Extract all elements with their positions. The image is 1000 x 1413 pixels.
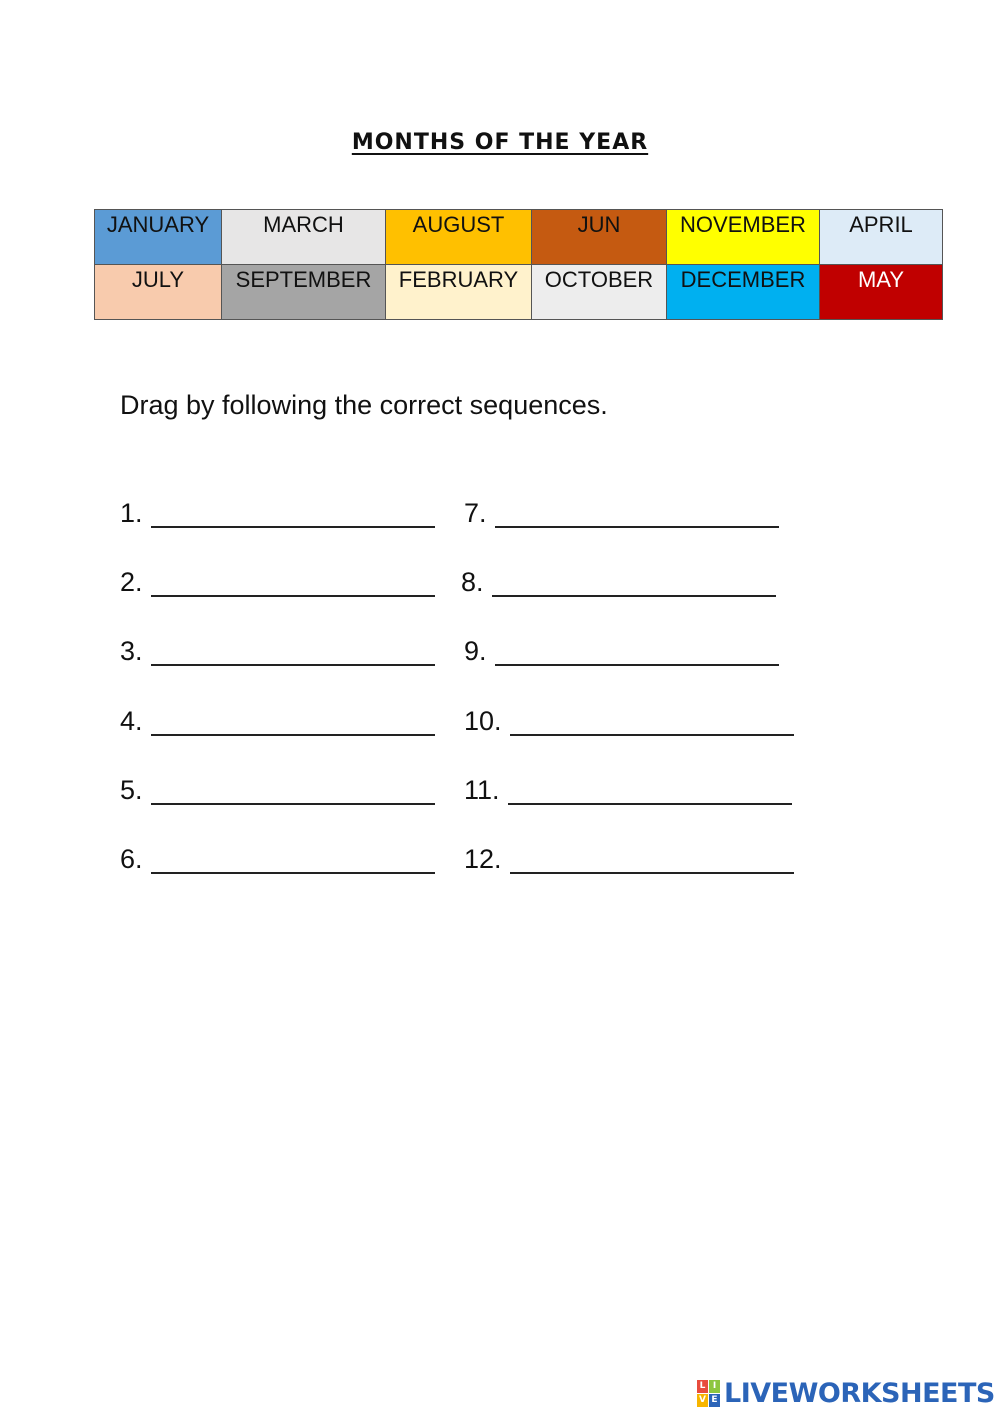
answer-slot xyxy=(464,706,794,736)
logo-mark-tile: V xyxy=(697,1394,708,1407)
slot-number: 5. xyxy=(120,775,143,805)
logo-text: LIVEWORKSHEETS xyxy=(724,1378,995,1409)
month-label: MAY xyxy=(857,267,905,292)
slot-number: 2. xyxy=(120,567,143,597)
month-row xyxy=(95,210,943,265)
drop-zone[interactable] xyxy=(151,500,435,528)
instruction-text: Drag by following the correct sequences. xyxy=(120,390,608,420)
answer-slot xyxy=(120,775,435,805)
month-tile[interactable] xyxy=(386,265,532,320)
month-tile[interactable] xyxy=(820,210,943,265)
answer-slot xyxy=(464,498,779,528)
month-label: MARCH xyxy=(263,212,344,237)
slot-number: 6. xyxy=(120,844,143,874)
drop-zone[interactable] xyxy=(151,777,435,805)
answer-slot xyxy=(120,636,435,666)
logo-mark-tile: E xyxy=(709,1394,720,1407)
month-label: FEBRUARY xyxy=(398,267,519,292)
month-label: OCTOBER xyxy=(544,267,654,292)
drop-zone[interactable] xyxy=(151,846,435,874)
slot-number: 11. xyxy=(464,775,500,805)
month-tile[interactable] xyxy=(667,210,820,265)
month-tile[interactable] xyxy=(95,210,222,265)
month-tile[interactable] xyxy=(386,210,532,265)
month-tile[interactable] xyxy=(532,210,667,265)
answer-slot xyxy=(120,844,435,874)
slot-number: 9. xyxy=(464,636,487,666)
liveworksheets-logo-icon xyxy=(697,1380,721,1408)
answer-slot xyxy=(461,567,776,597)
slot-number: 10. xyxy=(464,706,502,736)
month-table xyxy=(94,209,943,320)
month-label: JUN xyxy=(577,212,621,237)
logo-mark-tile: L xyxy=(697,1380,708,1393)
answer-slot xyxy=(464,775,792,805)
month-label: APRIL xyxy=(849,212,913,237)
month-label: NOVEMBER xyxy=(680,212,806,237)
answer-slot xyxy=(464,636,779,666)
month-tile[interactable] xyxy=(532,265,667,320)
logo-mark-tile: I xyxy=(709,1380,720,1393)
month-tile[interactable] xyxy=(820,265,943,320)
slot-number: 7. xyxy=(464,498,487,528)
month-label: DECEMBER xyxy=(680,267,806,292)
drop-zone[interactable] xyxy=(510,846,794,874)
liveworksheets-logo xyxy=(697,1378,995,1409)
month-label: AUGUST xyxy=(412,212,505,237)
month-tile[interactable] xyxy=(95,265,222,320)
drop-zone[interactable] xyxy=(151,569,435,597)
slot-number: 1. xyxy=(120,498,143,528)
page-title: MONTHS OF THE YEAR xyxy=(351,130,649,155)
month-row xyxy=(95,265,943,320)
drop-zone[interactable] xyxy=(510,708,794,736)
month-label: SEPTEMBER xyxy=(235,267,372,292)
answer-slot xyxy=(120,498,435,528)
drop-zone[interactable] xyxy=(495,638,779,666)
drop-zone[interactable] xyxy=(492,569,776,597)
drop-zone[interactable] xyxy=(508,777,792,805)
slot-number: 8. xyxy=(461,567,484,597)
answer-slot xyxy=(120,567,435,597)
slot-number: 12. xyxy=(464,844,502,874)
drop-zone[interactable] xyxy=(151,638,435,666)
slot-number: 3. xyxy=(120,636,143,666)
slot-number: 4. xyxy=(120,706,143,736)
month-label: JULY xyxy=(131,267,185,292)
month-tile[interactable] xyxy=(667,265,820,320)
answer-slot xyxy=(464,844,794,874)
answer-slot xyxy=(120,706,435,736)
month-tile[interactable] xyxy=(222,265,386,320)
drop-zone[interactable] xyxy=(495,500,779,528)
drop-zone[interactable] xyxy=(151,708,435,736)
month-label: JANUARY xyxy=(106,212,210,237)
month-tile[interactable] xyxy=(222,210,386,265)
